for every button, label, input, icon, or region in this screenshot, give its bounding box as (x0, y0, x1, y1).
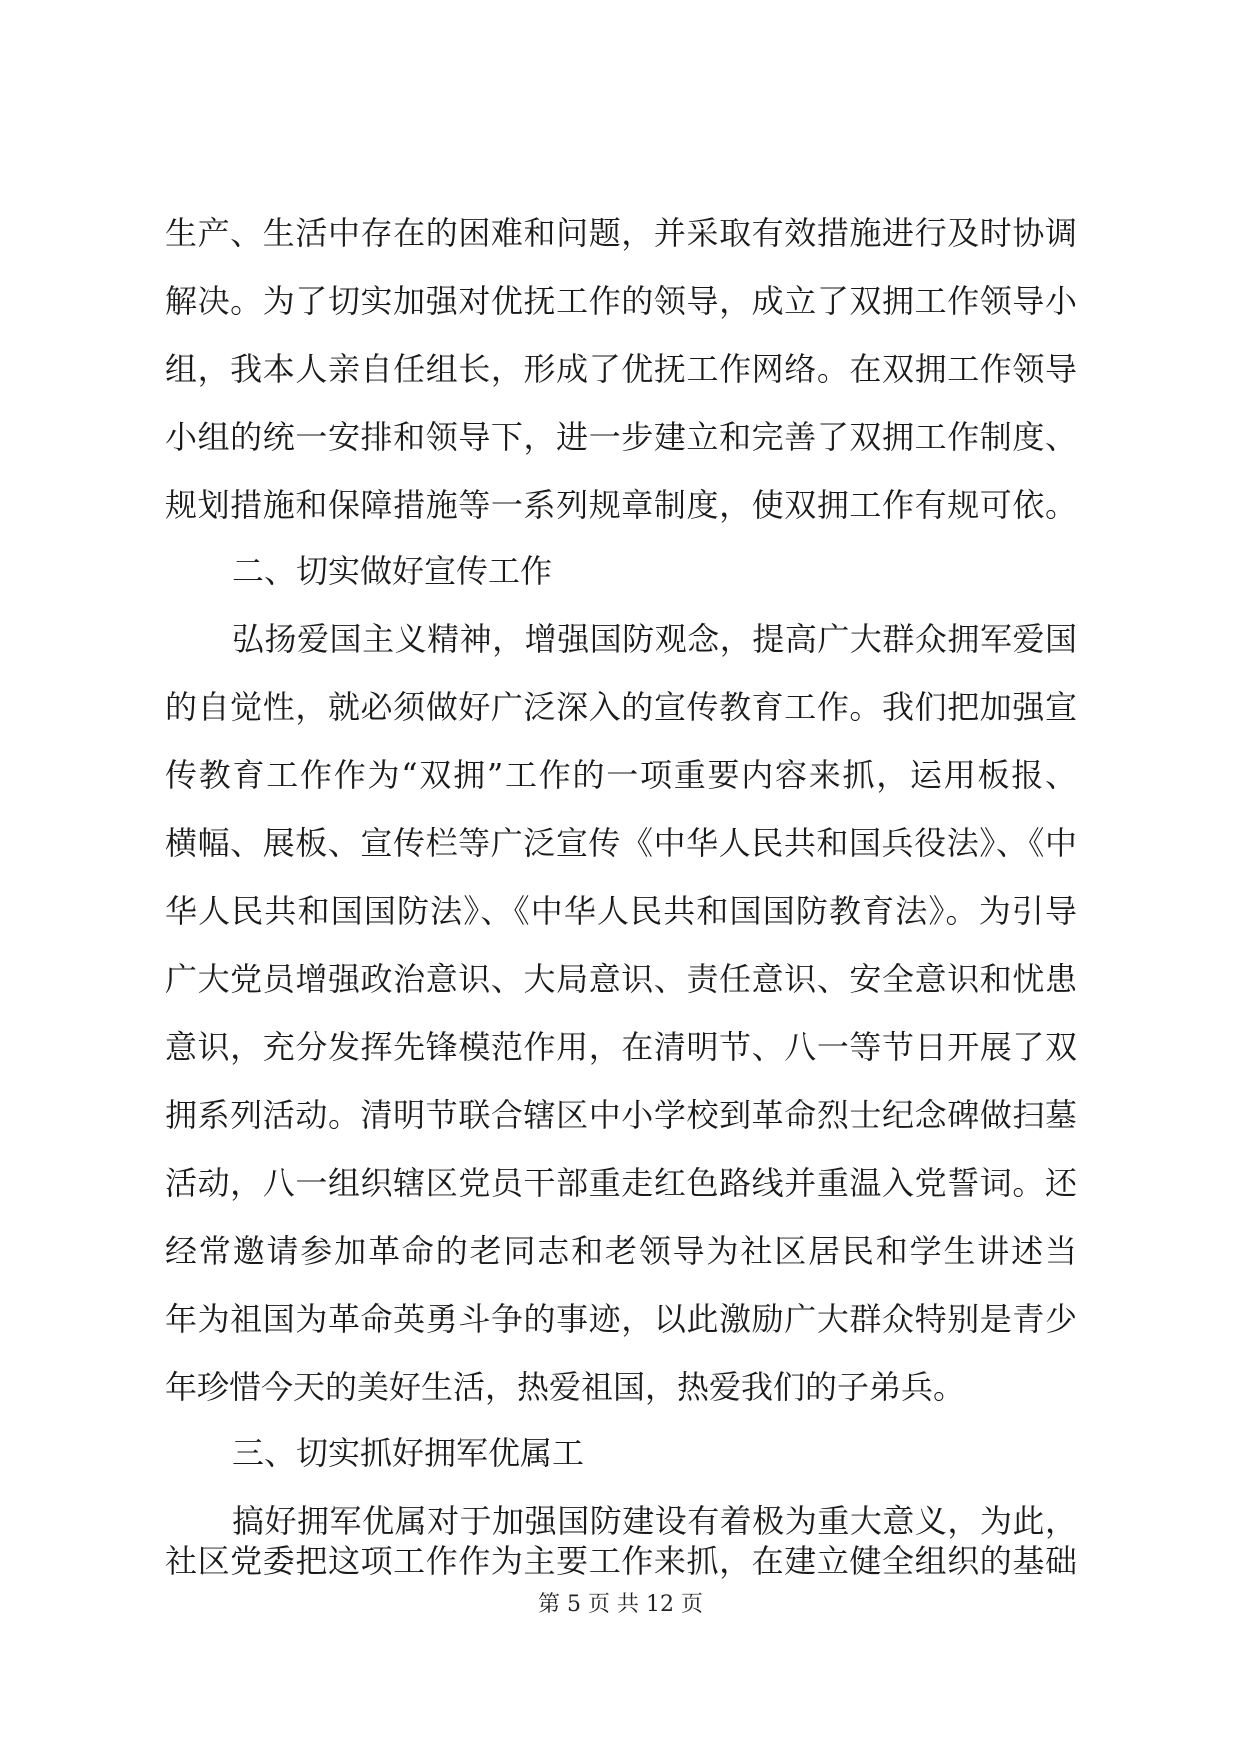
text-line: 生产、生活中存在的困难和问题，并采取有效措施进行及时协调 (165, 214, 1077, 252)
text-line: 年珍惜今天的美好生活，热爱祖国，热爱我们的子弟兵。 (165, 1368, 966, 1406)
text-line: 的自觉性，就必须做好广泛深入的宣传教育工作。我们把加强宣 (165, 688, 1077, 726)
text-line: 广大党员增强政治意识、大局意识、责任意识、安全意识和忧患 (165, 960, 1077, 998)
text-line: 解决。为了切实加强对优抚工作的领导，成立了双拥工作领导小 (165, 282, 1077, 320)
text-line: 小组的统一安排和领导下，进一步建立和完善了双拥工作制度、 (165, 418, 1077, 456)
section-heading: 二、切实做好宣传工作 (232, 552, 553, 590)
page-number-footer: 第 5 页 共 12 页 (538, 1592, 703, 1617)
text-line: 社区党委把这项工作作为主要工作来抓，在建立健全组织的基础 (165, 1542, 1077, 1580)
text-line: 传教育工作作为“双拥”工作的一项重要内容来抓，运用板报、 (165, 756, 1077, 794)
section-heading: 三、切实抓好拥军优属工 (232, 1434, 585, 1472)
text-line: 弘扬爱国主义精神，增强国防观念，提高广大群众拥军爱国 (232, 620, 1077, 658)
text-line: 横幅、展板、宣传栏等广泛宣传《中华人民共和国兵役法》、《中 (165, 824, 1077, 862)
text-line: 华人民共和国国防法》、《中华人民共和国国防教育法》。为引导 (165, 892, 1077, 930)
text-line: 活动，八一组织辖区党员干部重走红色路线并重温入党誓词。还 (165, 1164, 1077, 1202)
text-line: 搞好拥军优属对于加强国防建设有着极为重大意义，为此， (232, 1502, 1077, 1540)
text-line: 规划措施和保障措施等一系列规章制度，使双拥工作有规可依。 (165, 486, 1077, 524)
text-line: 经常邀请参加革命的老同志和老领导为社区居民和学生讲述当 (165, 1232, 1077, 1270)
text-line: 意识，充分发挥先锋模范作用，在清明节、八一等节日开展了双 (165, 1028, 1077, 1066)
text-line: 拥系列活动。清明节联合辖区中小学校到革命烈士纪念碑做扫墓 (165, 1096, 1077, 1134)
text-line: 年为祖国为革命英勇斗争的事迹，以此激励广大群众特别是青少 (165, 1300, 1077, 1338)
text-line: 组，我本人亲自任组长，形成了优抚工作网络。在双拥工作领导 (165, 350, 1077, 388)
